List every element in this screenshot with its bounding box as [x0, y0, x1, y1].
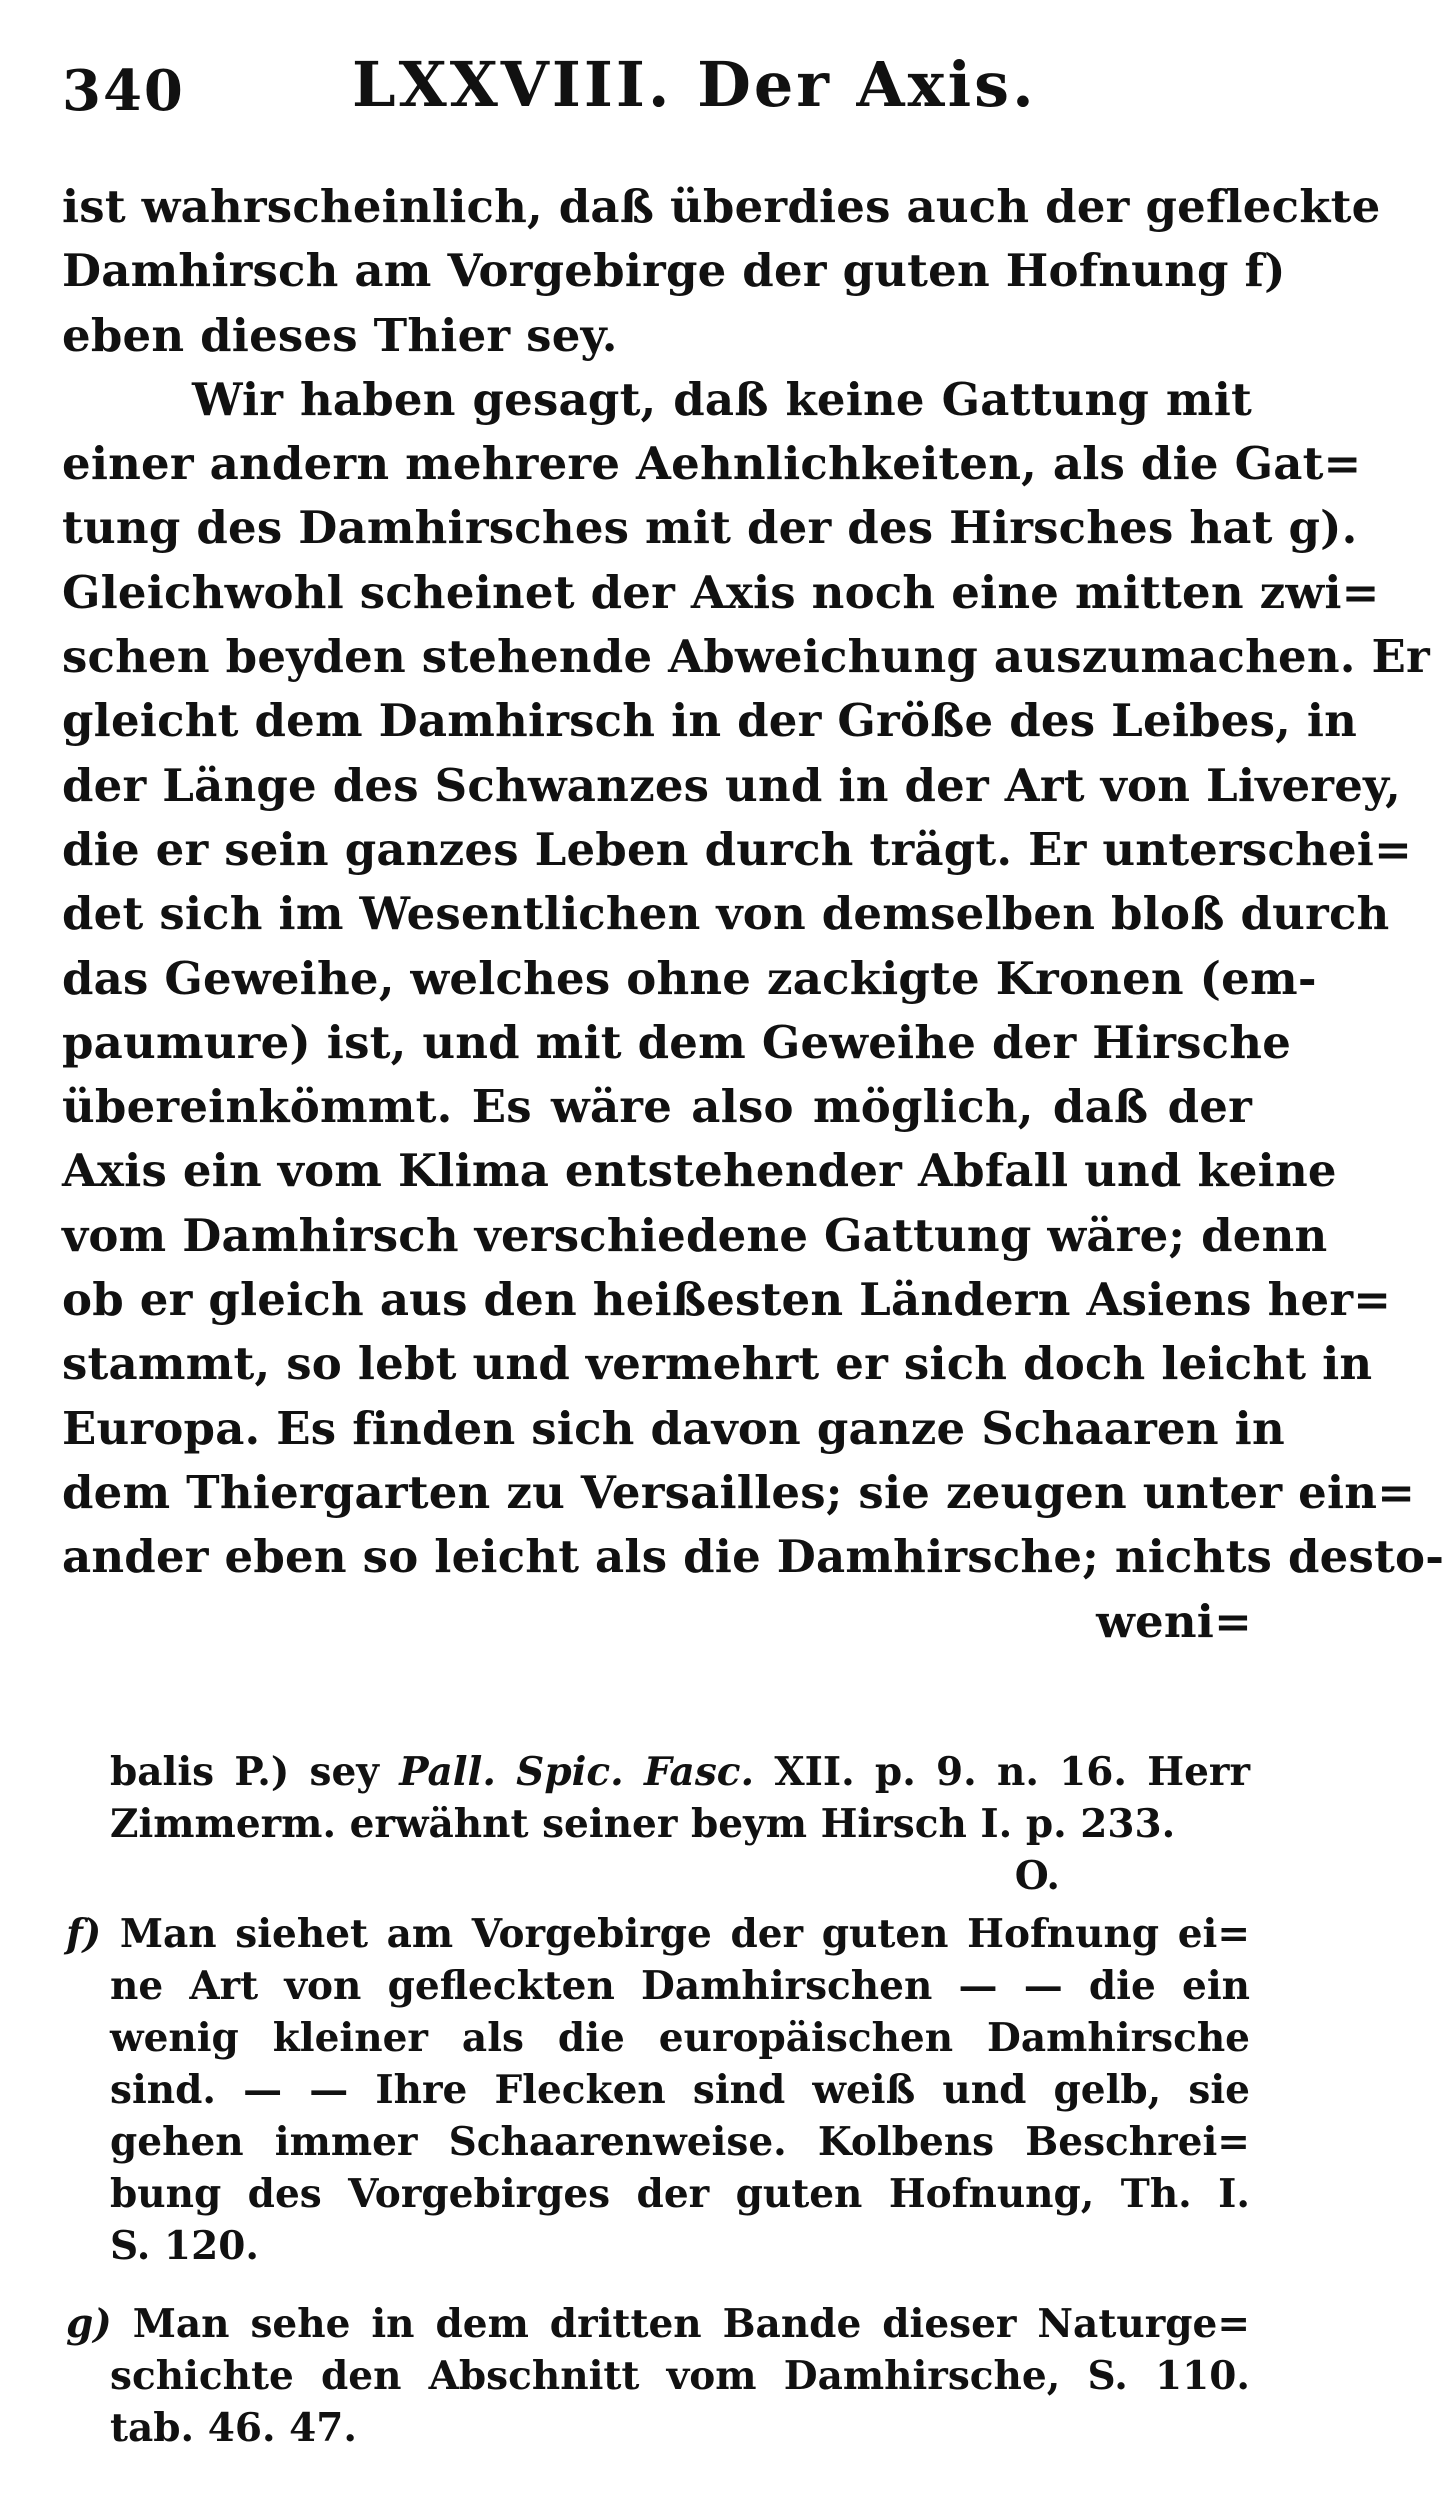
text-line: gleicht dem Damhirsch in der Größe des Leibes, in — [62, 694, 1358, 748]
footnote-line: schichte den Abschnitt vom Damhirsche, S. 110. — [110, 2353, 1250, 2399]
footnote-continuation — [110, 1746, 1250, 1902]
footnote-marker: f) — [66, 1911, 102, 1957]
footnote-line — [66, 1908, 1250, 1960]
text-line: ob er gleich aus den heißesten Ländern Asiens her= — [62, 1273, 1392, 1327]
footnote-line: gehen immer Schaarenweise. Kolbens Beschrei= — [110, 2119, 1250, 2165]
footnote-text: XII. p. 9. n. 16. Herr — [754, 1749, 1251, 1795]
catchword: weni= — [1096, 1594, 1252, 1648]
footnote-f — [66, 1908, 1250, 2272]
footnote-line: tab. 46. 47. — [110, 2405, 357, 2451]
footnote-line — [110, 1746, 1250, 1798]
text-line: ander eben so leicht als die Damhirsche; nichts desto- — [62, 1530, 1444, 1584]
footnote-text: Man siehet am Vorgebirge der guten Hofnung ei= — [119, 1911, 1250, 1957]
text-line: eben dieses Thier sey. — [62, 308, 618, 362]
footnote-line: wenig kleiner als die europäischen Damhirsche — [110, 2015, 1250, 2061]
footnote-line: sind. — — Ihre Flecken sind weiß und gelb, sie — [110, 2067, 1250, 2113]
text-line: dem Thiergarten zu Versailles; sie zeugen unter ein= — [62, 1465, 1416, 1519]
main-text — [62, 175, 1444, 1654]
text-line: Europa. Es finden sich davon ganze Schaaren in — [62, 1401, 1285, 1455]
footnotes — [66, 1740, 1251, 2454]
citation-text: Pall. Spic. Fasc. — [399, 1749, 755, 1795]
text-line: paumure) ist, und mit dem Geweihe der Hirsche — [62, 1015, 1292, 1069]
text-line: einer andern mehrere Aehnlichkeiten, als die Gat= — [62, 437, 1362, 491]
text-line: das Geweihe, welches ohne zackigte Kronen (em- — [62, 951, 1317, 1005]
footnote-marker: g) — [66, 2301, 112, 2347]
footnote-text: Man sehe in dem dritten Bande dieser Naturge= — [132, 2301, 1251, 2347]
text-line: tung des Damhirsches mit der des Hirsches hat g). — [62, 501, 1358, 555]
footnote-g — [66, 2298, 1251, 2454]
text-line: der Länge des Schwanzes und in der Art von Liverey, — [62, 758, 1401, 812]
footnote-catchword: O. — [1014, 1853, 1060, 1899]
footnote-line: ne Art von gefleckten Damhirschen — — die ein — [110, 1963, 1250, 2009]
text-line: vom Damhirsch verschiedene Gattung wäre; denn — [62, 1208, 1328, 1262]
running-head: LXXVIII. Der Axis. — [352, 48, 1037, 121]
text-line: schen beyden stehende Abweichung auszumachen. Er — [62, 630, 1430, 684]
text-line: übereinkömmt. Es wäre also möglich, daß der — [62, 1080, 1252, 1134]
text-line: stammt, so lebt und vermehrt er sich doch leicht in — [62, 1337, 1373, 1391]
footnote-line: Zimmerm. erwähnt seiner beym Hirsch I. p. 233. — [110, 1801, 1176, 1847]
text-line: Axis ein vom Klima entstehender Abfall und keine — [62, 1144, 1337, 1198]
text-line: Damhirsch am Vorgebirge der guten Hofnung f) — [62, 244, 1286, 298]
footnote-line: S. 120. — [110, 2223, 259, 2269]
page-header — [62, 40, 1252, 130]
page-number: 340 — [62, 58, 185, 124]
footnote-text: balis P.) sey — [110, 1749, 400, 1795]
text-line: Gleichwohl scheinet der Axis noch eine mitten zwi= — [62, 565, 1380, 619]
text-line: ist wahrscheinlich, daß überdies auch der gefleckte — [62, 180, 1381, 233]
text-line: det sich im Wesentlichen von demselben bloß durch — [62, 887, 1390, 941]
text-line: die er sein ganzes Leben durch trägt. Er unterschei= — [62, 822, 1413, 876]
footnote-line: bung des Vorgebirges der guten Hofnung, Th. I. — [110, 2171, 1250, 2217]
text-line: Wir haben gesagt, daß keine Gattung mit — [192, 372, 1252, 426]
footnote-line — [66, 2298, 1250, 2350]
